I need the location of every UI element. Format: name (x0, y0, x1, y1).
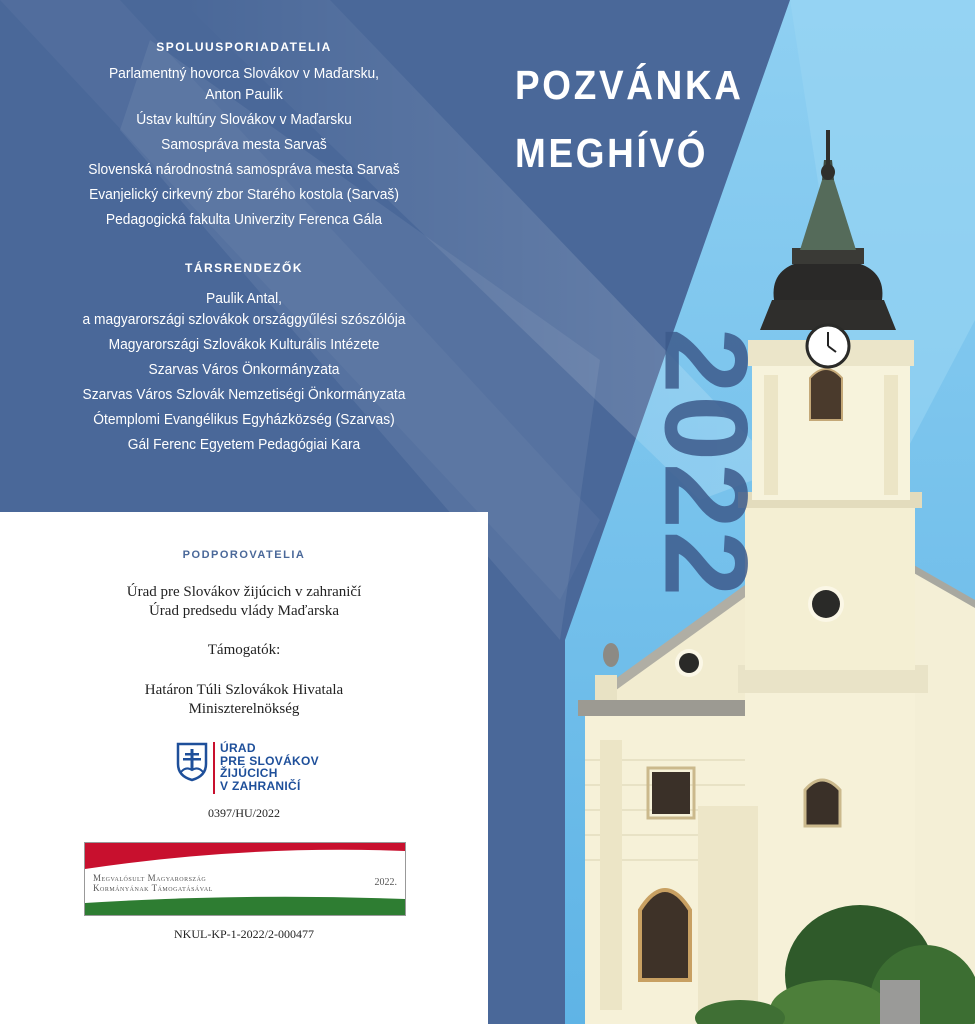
coorganizer-hu-item: Szarvas Város Önkormányzata (148, 361, 340, 378)
supporters-heading: PODPOROVATELIA (182, 549, 306, 561)
supporters-panel (0, 512, 488, 1024)
coorganizer-hu-item: a magyarországi szlovákok országgyűlési szószólója (82, 311, 406, 328)
slovak-coat-of-arms-icon (176, 742, 208, 782)
coorganizer-sk-item: Pedagogická fakulta Univerzity Ferenca Gála (105, 211, 383, 228)
logo-text-line: PRE SLOVÁKOV (220, 753, 319, 768)
logo-text-line: V ZAHRANIČÍ (220, 778, 301, 793)
logo-text-line: ÚRAD (220, 741, 256, 755)
supporter-sk-line: Úrad pre Slovákov žijúcich v zahraničí (126, 584, 362, 600)
supporter-sk-line: Úrad predsedu vlády Maďarska (148, 603, 340, 619)
coorganizer-sk-item: Slovenská národnostná samospráva mesta Sarvaš (88, 161, 400, 178)
banner-text (93, 873, 213, 893)
coorganizers-hu-heading: TÁRSRENDEZŐK (184, 261, 303, 275)
year-watermark: 2022 (639, 327, 772, 599)
title-hu: MEGHÍVÓ (515, 130, 709, 176)
coorganizer-hu-item: Gál Ferenc Egyetem Pedagógiai Kara (127, 436, 361, 453)
banner-text-line: Megvalósult Magyarország (93, 873, 207, 883)
banner-year: 2022. (374, 877, 397, 888)
logo-text-line: ŽIJÚCICH (220, 766, 278, 780)
coorganizer-sk-item: Parlamentný hovorca Slovákov v Maďarsku, (108, 65, 380, 82)
coorganizer-hu-item: Ótemplomi Evangélikus Egyházközség (Szarvas) (93, 411, 395, 428)
coorganizer-hu-item: Szarvas Város Szlovák Nemzetiségi Önkormányzata (82, 386, 406, 403)
office-logo-text (220, 742, 319, 792)
coorganizer-sk-item: Anton Paulik (205, 86, 283, 103)
grant-code-1: 0397/HU/2022 (208, 806, 280, 820)
coorganizer-sk-item: Samospráva mesta Sarvaš (161, 136, 327, 153)
logo-divider (213, 742, 215, 794)
supporters-hu-label: Támogatók: (207, 642, 281, 658)
coorganizer-sk-item: Evanjelický cirkevný zbor Starého kostola (Sarvaš) (89, 186, 399, 203)
title-sk: POZVÁNKA (515, 62, 744, 108)
banner-text-line: Kormányának Támogatásával (93, 883, 213, 893)
coorganizer-hu-item: Paulik Antal, (206, 290, 282, 307)
coorganizer-hu-item: Magyarországi Szlovákok Kulturális Intézete (108, 336, 380, 353)
grant-code-2: NKUL-KP-1-2022/2-000477 (174, 927, 314, 941)
coorganizer-sk-item: Ústav kultúry Slovákov v Maďarsku (136, 111, 352, 128)
supporter-hu-line: Miniszterelnökség (188, 701, 300, 717)
coorganizers-section (0, 40, 488, 460)
hungarian-government-banner (84, 842, 406, 916)
coorganizers-sk-heading: SPOLUUSPORIADATELIA (156, 40, 332, 54)
supporter-hu-line: Határon Túli Szlovákok Hivatala (144, 682, 344, 698)
office-logo (172, 742, 322, 794)
